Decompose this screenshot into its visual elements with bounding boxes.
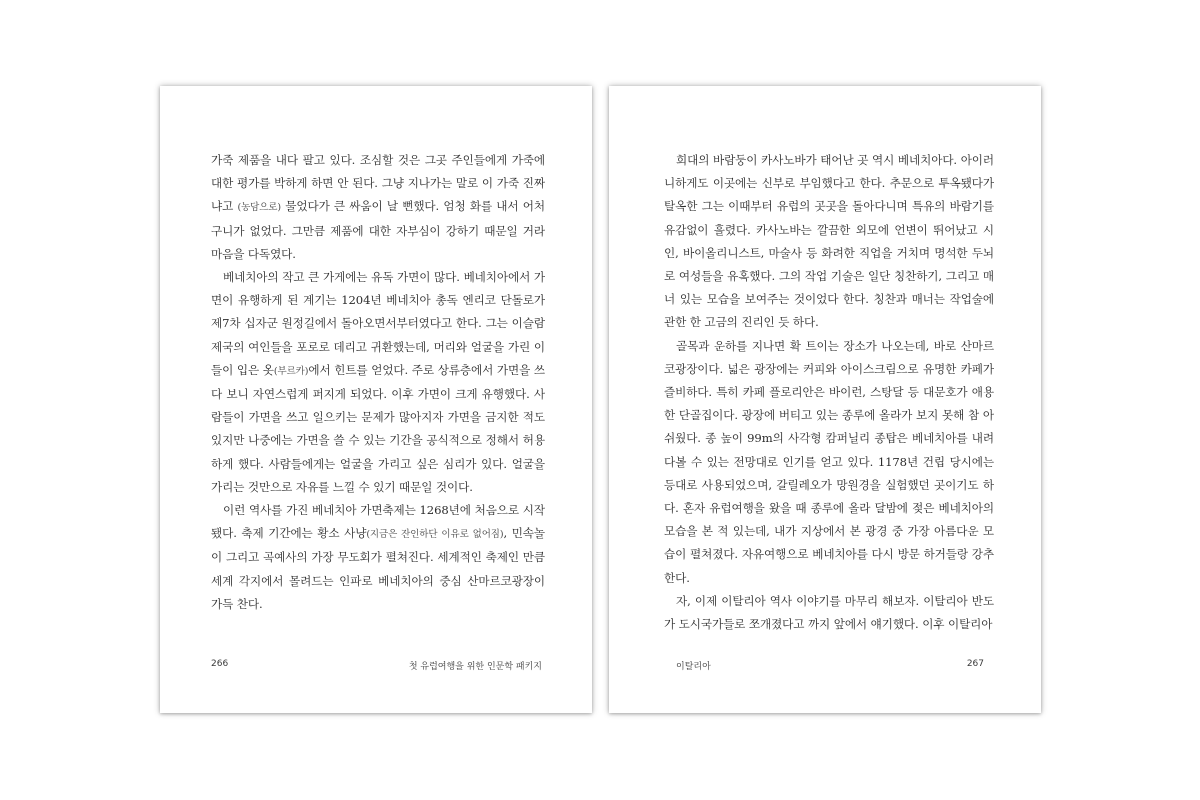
paragraph-text: 가죽 제품을 내다 팔고 있다. 조심할 것은 그곳 주인들에게 가죽에 대한 평가를 박하게 하면 안 된다. 그냥 지나가는 말로 이 가죽 진짜냐고 — [211, 153, 545, 214]
left-page-body-text — [211, 149, 545, 616]
paragraph — [664, 335, 994, 590]
paragraph-text: 골목과 운하를 지나면 확 트이는 장소가 나오는데, 바로 산마르코광장이다. 넓은 광장에는 커피와 아이스크림으로 유명한 카페가 즐비하다. 특히 카페 플로리안은 바이런, 스탕달 등 대문호가 애용한 단골집이다. 광장에 버티고 있는 종루에 올라가 보지 못해 참 아쉬웠다. 종 높이 99m의 사각형 캄퍼닐리 종탑은 베네치아를 내려다볼 수 있는 전망대로 인기를 얻고 있다. 1178년 건립 당시에는 등대로 사용되었으며, 갈릴레오가 망원경을 실험했던 곳이기도 하다. 혼자 유럽여행을 왔을 때 종루에 올라 달밤에 젖은 베네치아의 모습을 본 적 있는데, 내가 지상에서 본 광경 중 가장 아름다운 모습이 펼쳐졌다. 자유여행으로 베네치아를 다시 방문 하거들랑 강추한다. — [664, 338, 994, 585]
paragraph-text: 이런 역사를 가진 베네치아 가면축제는 1268년에 처음으로 시작됐다. 축제 기간에는 황소 사냥 — [211, 503, 545, 541]
running-title-right: 이탈리아 — [676, 662, 711, 672]
paragraph — [664, 149, 994, 335]
paragraph — [664, 590, 994, 636]
paragraph — [211, 266, 545, 499]
paragraph-text: 자, 이제 이탈리아 역사 이야기를 마무리 해보자. 이탈리아 반도가 도시국가들로 쪼개졌다고 까지 앞에서 얘기했다. 이후 이탈리아 — [664, 593, 994, 632]
parenthetical-note: (농담으로) — [237, 202, 281, 214]
paragraph-text: 베네치아의 작고 큰 가게에는 유독 가면이 많다. 베네치아에서 가면이 유행하게 된 계기는 1204년 베네치아 총독 엔리코 단돌로가 제7차 십자군 원정길에서 돌아오면서부터였다고 한다. 그는 이슬람제국의 여인들을 포로로 데리고 귀환했는데, 머리와 얼굴을 가린 이들이 입은 옷 — [211, 270, 545, 377]
paragraph-text: 물었다가 큰 싸움이 날 뻔했다. 엄청 화를 내서 어처구니가 없었다. 그만큼 제품에 대한 자부심이 강하기 때문일 거라 마음을 다독였다. — [211, 199, 545, 261]
parenthetical-note: (부르카) — [273, 365, 309, 377]
right-page-footer — [676, 659, 984, 673]
paragraph-text: 희대의 바람둥이 카사노바가 태어난 곳 역시 베네치아다. 아이러니하게도 이곳에는 신부로 부임했다고 한다. 추문으로 투옥됐다가 탈옥한 그는 이때부터 유럽의 곳곳을 돌아다니며 특유의 바람기를 유감없이 흘렸다. 카사노바는 깔끔한 외모에 언변이 뛰어났고 시인, 바이올리니스트, 마술사 등 화려한 직업을 거치며 명석한 두뇌로 여성들을 유혹했다. 그의 작업 기술은 일단 칭찬하기, 그리고 매너 있는 모습을 보여주는 것이었다 한다. 칭찬과 매너는 작업술에 관한 한 고금의 진리인 듯 하다. — [664, 153, 994, 330]
paragraph — [211, 149, 545, 266]
paragraph — [211, 499, 545, 616]
paragraph-text: 에서 힌트를 얻었다. 주로 상류층에서 가면을 쓰다 보니 자연스럽게 퍼지게 되었다. 이후 가면이 크게 유행했다. 사람들이 가면을 쓰고 일으키는 문제가 많아지자 가면을 금지한 적도 있지만 나중에는 가면을 쓸 수 있는 기간을 공식적으로 정해서 허용하게 했다. 사람들에게는 얼굴을 가리고 싶은 심리가 있다. 얼굴을 가리는 것만으로 자유를 느낄 수 있기 때문일 것이다. — [211, 362, 545, 494]
page-number-left: 266 — [211, 659, 229, 669]
right-page — [609, 86, 1041, 713]
left-page-footer — [211, 659, 542, 673]
paragraph-text: , 민속놀이 그리고 곡예사의 가장 무도회가 펼쳐진다. 세계적인 축제인 만큼 세계 각지에서 몰려드는 인파로 베네치아의 중심 산마르코광장이 가득 찬다. — [211, 526, 545, 611]
page-number-right: 267 — [966, 659, 984, 669]
left-page — [160, 86, 592, 713]
running-title-left: 첫 유럽여행을 위한 인문학 패키지 — [408, 662, 542, 672]
parenthetical-note: (지금은 잔인하단 이유로 없어짐) — [366, 529, 504, 541]
right-page-body-text — [664, 149, 994, 636]
